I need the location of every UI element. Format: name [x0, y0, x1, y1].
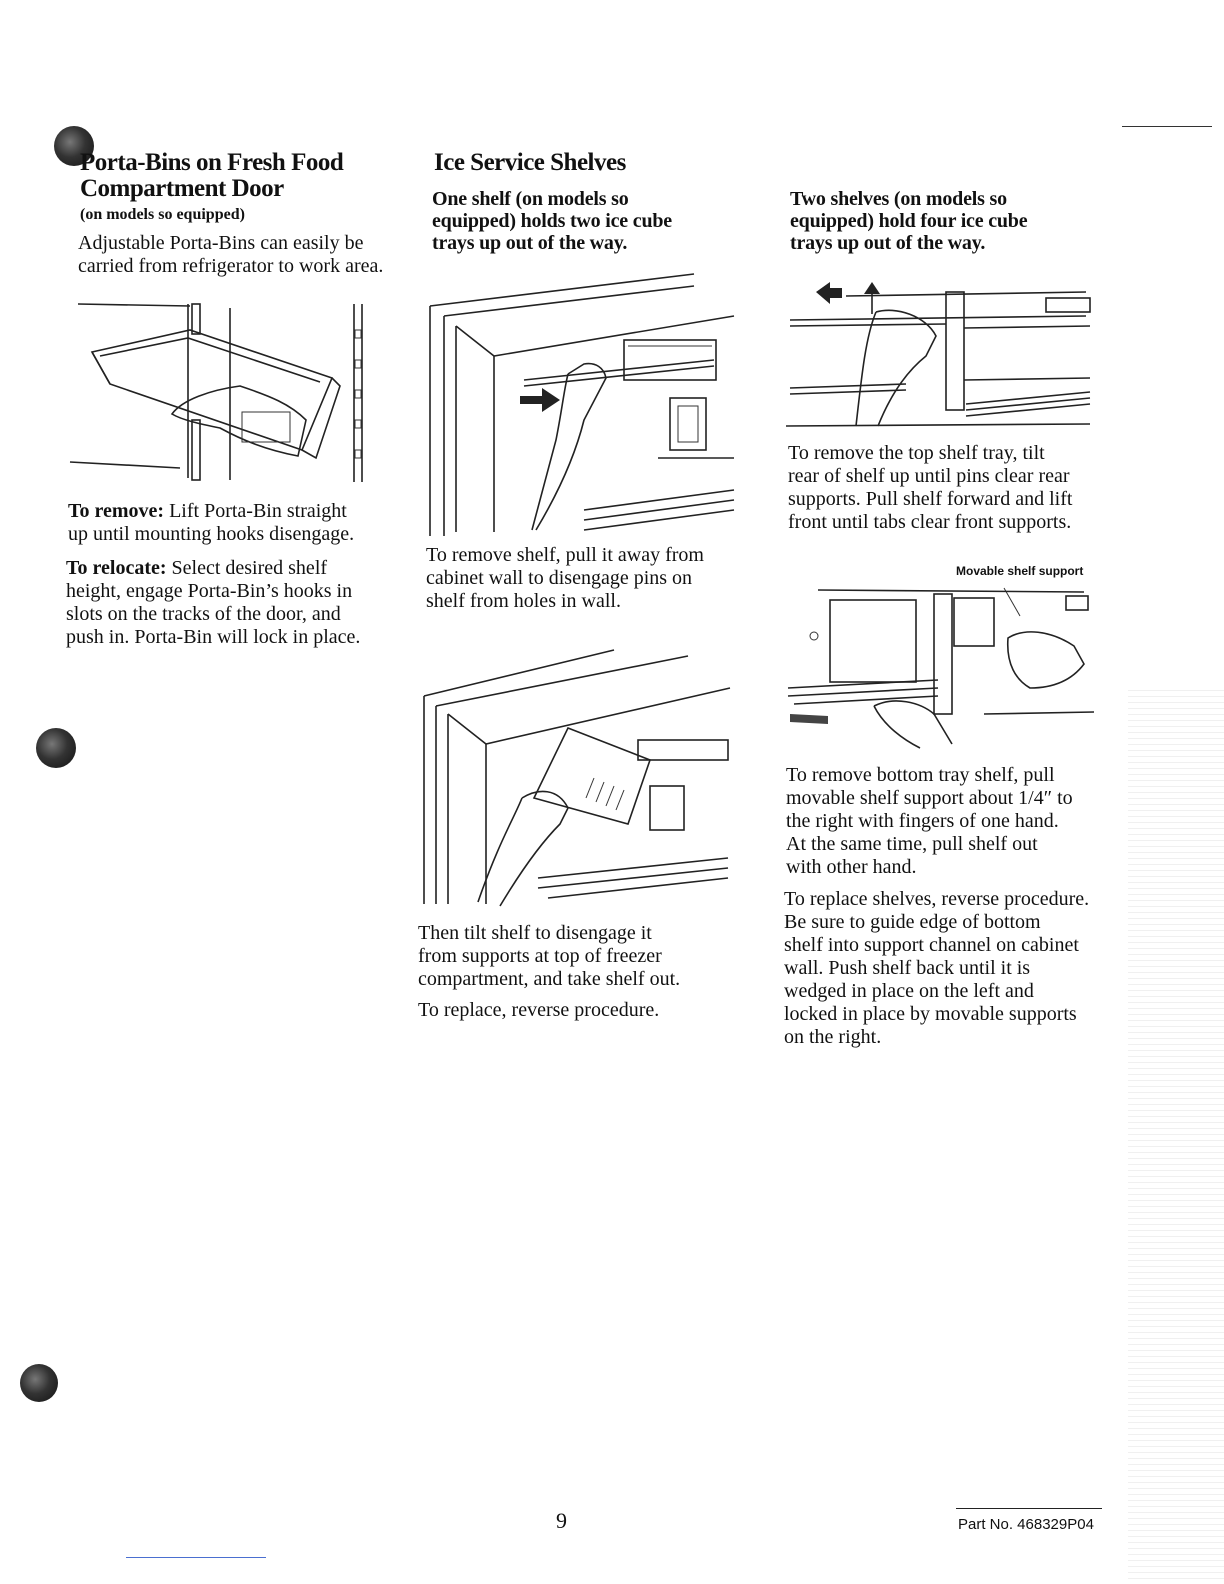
ice-service-lead-line2: equipped) holds two ice cube: [432, 210, 672, 232]
ice-cap1-line1: To remove shelf, pull it away from: [426, 544, 704, 566]
porta-bins-subtitle: (on models so equipped): [80, 206, 245, 223]
two-shelves-lead-line2: equipped) hold four ice cube: [790, 210, 1028, 232]
porta-bins-intro-line2: carried from refrigerator to work area.: [78, 255, 384, 277]
two-shelves-cap3-line1: To replace shelves, reverse procedure.: [784, 888, 1090, 910]
ice-cap2-line2: from supports at top of freezer: [418, 945, 662, 967]
porta-bins-relocate-line1: [66, 557, 327, 580]
two-shelves-lead-line1: Two shelves (on models so: [790, 188, 1007, 210]
one-shelf-pull-illustration: [424, 270, 736, 542]
part-number: Part No. 468329P04: [958, 1516, 1094, 1533]
two-shelves-cap2-line3: the right with fingers of one hand.: [786, 810, 1059, 832]
bottom-rule: [126, 1557, 266, 1558]
two-shelves-cap2-line2: movable shelf support about 1/4″ to: [786, 787, 1073, 809]
two-shelves-cap1-line1: To remove the top shelf tray, tilt: [788, 442, 1045, 464]
porta-bins-title-line2: Compartment Door: [80, 175, 284, 202]
two-shelves-cap3-line7: on the right.: [784, 1026, 882, 1048]
ice-cap2-line3: compartment, and take shelf out.: [418, 968, 681, 990]
two-shelves-cap3-line3: shelf into support channel on cabinet: [784, 934, 1079, 956]
two-shelves-cap1-line2: rear of shelf up until pins clear rear: [788, 465, 1070, 487]
two-shelves-cap3-line4: wall. Push shelf back until it is: [784, 957, 1031, 979]
porta-bins-remove-line2: up until mounting hooks disengage.: [68, 523, 355, 545]
scan-rule-top-right: [1122, 126, 1212, 127]
one-shelf-tilt-illustration: [418, 648, 734, 910]
ice-cap2-line1: Then tilt shelf to disengage it: [418, 922, 652, 944]
porta-bins-remove-line1: [68, 500, 347, 523]
ice-cap1-line2: cabinet wall to disengage pins on: [426, 567, 693, 589]
ice-cap1-line3: shelf from holes in wall.: [426, 590, 621, 612]
porta-bins-relocate-line3: slots on the tracks of the door, and: [66, 603, 341, 625]
scan-noise-edge: [1128, 690, 1224, 1584]
movable-shelf-support-label: Movable shelf support: [956, 564, 1084, 578]
part-number-rule: [956, 1508, 1102, 1509]
binder-hole-bottom: [20, 1364, 58, 1402]
porta-bin-illustration: [70, 300, 382, 490]
ice-cap2-line4: To replace, reverse procedure.: [418, 999, 660, 1021]
two-shelves-cap2-line4: At the same time, pull shelf out: [786, 833, 1038, 855]
page-number: 9: [556, 1508, 567, 1533]
relocate-text: Select desired shelf: [166, 557, 328, 579]
remove-text: Lift Porta-Bin straight: [164, 500, 347, 522]
relocate-label: To relocate:: [66, 557, 167, 579]
ice-service-title: Ice Service Shelves: [434, 149, 626, 176]
bottom-shelf-support-illustration: [784, 584, 1096, 752]
two-shelves-cap2-line1: To remove bottom tray shelf, pull: [786, 764, 1055, 786]
two-shelves-cap1-line3: supports. Pull shelf forward and lift: [788, 488, 1073, 510]
porta-bins-relocate-line2: height, engage Porta-Bin’s hooks in: [66, 580, 353, 602]
porta-bins-intro-line1: Adjustable Porta-Bins can easily be: [78, 232, 364, 254]
top-shelf-tray-illustration: [786, 276, 1096, 438]
two-shelves-cap1-line4: front until tabs clear front supports.: [788, 511, 1072, 533]
binder-hole-middle: [36, 728, 76, 768]
two-shelves-cap2-line5: with other hand.: [786, 856, 917, 878]
two-shelves-lead-line3: trays up out of the way.: [790, 232, 986, 254]
porta-bins-title-line1: Porta-Bins on Fresh Food: [80, 149, 344, 176]
two-shelves-cap3-line2: Be sure to guide edge of bottom: [784, 911, 1041, 933]
ice-service-lead-line3: trays up out of the way.: [432, 232, 628, 254]
two-shelves-cap3-line5: wedged in place on the left and: [784, 980, 1034, 1002]
porta-bins-relocate-line4: push in. Porta-Bin will lock in place.: [66, 626, 361, 648]
two-shelves-cap3-line6: locked in place by movable supports: [784, 1003, 1077, 1025]
remove-label: To remove:: [68, 500, 165, 522]
ice-service-lead-line1: One shelf (on models so: [432, 188, 629, 210]
